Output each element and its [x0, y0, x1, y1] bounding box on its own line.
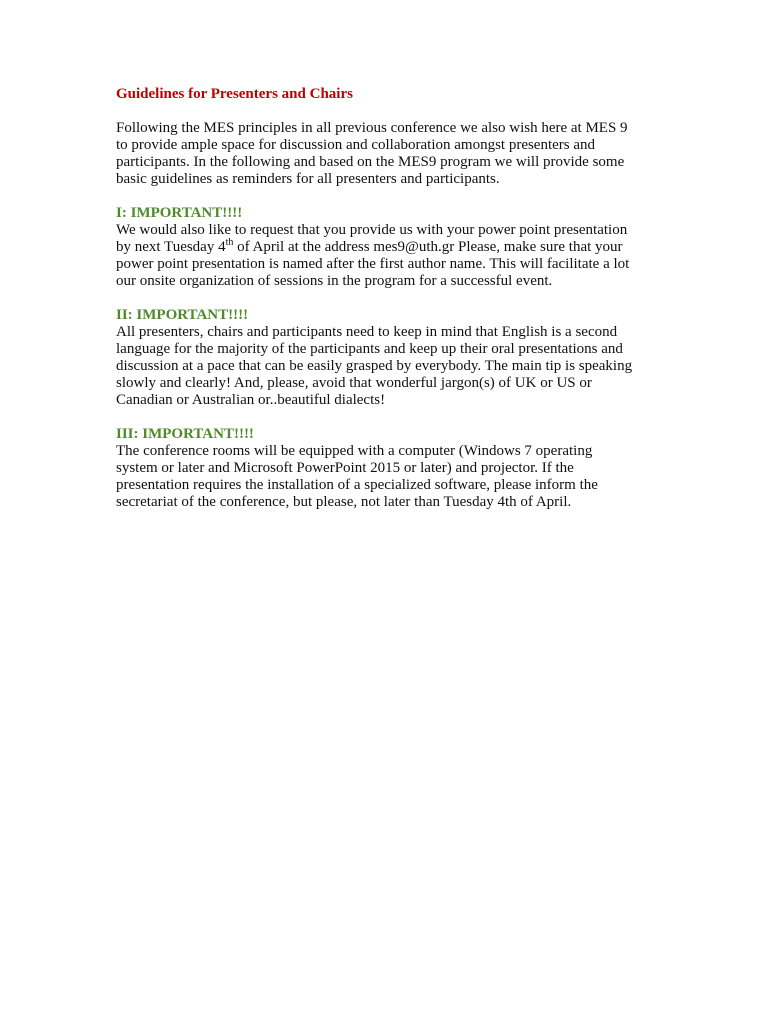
- section1-heading: I: IMPORTANT!!!!: [116, 205, 243, 221]
- document-page: [116, 86, 656, 528]
- section3-line: presentation requires the installation of a specialized software, please inform the: [116, 477, 598, 493]
- document-title: Guidelines for Presenters and Chairs: [116, 86, 353, 102]
- intro-line: participants. In the following and based on the MES9 program we will provide some: [116, 154, 625, 170]
- intro-line: to provide ample space for discussion and collaboration amongst presenters and: [116, 137, 596, 153]
- section3-line: The conference rooms will be equipped with a computer (Windows 7 operating: [116, 443, 593, 459]
- section1-line2-pre: by next Tuesday 4: [116, 239, 226, 255]
- section2-paragraph: [116, 324, 656, 409]
- section2-line: discussion at a pace that can be easily grasped by everybody. The main tip is speaking: [116, 358, 633, 374]
- section2-heading: II: IMPORTANT!!!!: [116, 307, 249, 323]
- section3-paragraph: [116, 443, 656, 511]
- section2-line: All presenters, chairs and participants need to keep in mind that English is a second: [116, 324, 618, 340]
- intro-line: basic guidelines as reminders for all presenters and participants.: [116, 171, 500, 187]
- section3-line: system or later and Microsoft PowerPoint 2015 or later) and projector. If the: [116, 460, 574, 476]
- intro-line: Following the MES principles in all previous conference we also wish here at MES 9: [116, 120, 628, 136]
- section2-line: Canadian or Australian or..beautiful dialects!: [116, 392, 386, 408]
- section1-line: power point presentation is named after the first author name. This will facilitate a lot: [116, 256, 630, 272]
- section2-line: language for the majority of the participants and keep up their oral presentations and: [116, 341, 623, 357]
- intro-paragraph: [116, 120, 656, 188]
- section1-line: our onsite organization of sessions in the program for a successful event.: [116, 273, 553, 289]
- section3-line: secretariat of the conference, but please, not later than Tuesday 4th of April.: [116, 494, 572, 510]
- section1-superscript: th: [225, 237, 234, 248]
- section1-line: [116, 239, 656, 256]
- section2-line: slowly and clearly! And, please, avoid that wonderful jargon(s) of UK or US or: [116, 375, 592, 391]
- section1-line2-post: of April at the address mes9@uth.gr Please, make sure that your: [233, 239, 623, 255]
- section3-heading: III: IMPORTANT!!!!: [116, 426, 254, 442]
- section1-paragraph: [116, 222, 656, 290]
- section1-line: We would also like to request that you provide us with your power point presentation: [116, 222, 628, 238]
